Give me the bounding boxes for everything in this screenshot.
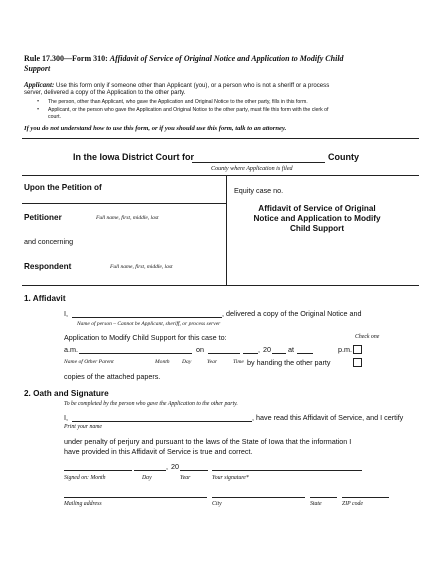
section2-note: To be completed by the person who gave the Application to the other party. [64,401,238,407]
print-name-field[interactable] [72,421,252,422]
handing-checkbox[interactable] [353,358,362,367]
print-name-caption: Print your name [64,424,102,430]
caption-state: State [310,501,322,507]
am-label: a.m. [64,345,78,354]
caption-day: Day [182,359,192,365]
sign-date-comma: , [166,462,168,471]
sign-year-field[interactable] [180,470,208,471]
caption-time: Time [233,359,244,365]
instructions-bullet2: Applicant, or the person who gave the Application and Original Notice to the other party, must file this form with the clerk of [48,107,329,113]
signature-field[interactable] [212,470,362,471]
caption-sign-day: Day [142,475,152,481]
delivered-text: , delivered a copy of the Original Notice and [222,309,362,318]
doc-title-line1: Affidavit of Service of Original [258,204,376,213]
section1-heading: 1. Affidavit [24,294,66,303]
form-title-line2: Support [24,64,51,73]
applicant-label: Applicant: [24,81,55,89]
other-parent-field[interactable] [79,353,192,354]
court-suffix: County [328,152,359,162]
caption-signed-on: Signed on: Month [64,475,106,481]
oath-i-label: I, [64,413,68,422]
instructions-bullet2-cont: court. [48,114,61,120]
day-field[interactable] [243,353,258,354]
penalty-line1: under penalty of perjury and pursuant to the laws of the State of Iowa that the information I [64,437,352,446]
county-caption: County where Application is filed [211,166,293,172]
respondent-label: Respondent [24,262,72,271]
equity-case-label: Equity case no. [234,186,284,195]
caption-divider [226,175,227,285]
petition-of-label: Upon the Petition of [24,183,102,192]
sign-month-field[interactable] [64,470,132,471]
caption-other-parent: Name of Other Parent [64,359,114,365]
mailing-address-field[interactable] [64,497,207,498]
concerning-label: and concerning [24,237,74,246]
petitioner-label: Petitioner [24,213,62,222]
instructions-line1 [24,81,329,89]
petition-separator [22,203,226,204]
check-one-label: Check one [355,334,380,340]
section2-heading: 2. Oath and Signature [24,389,109,398]
pm-label: p.m. [338,345,352,354]
caption-zip: ZIP code [342,501,363,507]
penalty-line2: have provided in this Affidavit of Service is true and correct. [64,447,253,456]
caption-top-border [22,175,419,176]
instructions-text1: Use this form only if someone other than Applicant (you), or a person who is not a sheriff or a process [56,82,330,89]
doc-title-line3: Child Support [289,224,345,233]
county-field[interactable] [192,162,325,163]
bullet-icon: • [37,107,40,113]
instructions-line2: server, delivered a copy of the Application to the other party. [24,89,186,96]
handing-text: by handing the other party [247,358,331,367]
date-comma: , [258,345,260,354]
city-field[interactable] [212,497,305,498]
state-field[interactable] [310,497,337,498]
at-label: at [288,345,294,354]
have-read-text: , have read this Affidavit of Service, and I certify [252,413,404,422]
caption-city: City [212,501,222,507]
bullet-icon: • [37,99,40,105]
caption-signature: Your signature* [212,475,249,481]
year-prefix: 20 [263,345,271,354]
application-line: Application to Modify Child Support for this case to: [64,333,227,342]
affiant-name-field[interactable] [72,317,222,318]
respondent-hint: Full name, first, middle, last [110,264,173,270]
caption-mailing: Mailing address [64,501,102,507]
affiant-i-label: I, [64,309,68,318]
month-field[interactable] [208,353,240,354]
caption-month: Month [155,359,170,365]
doc-title-line2: Notice and Application to Modify [253,214,381,223]
sign-day-field[interactable] [134,470,166,471]
caption-bottom-border [22,285,419,286]
instructions-bullet1: The person, other than Applicant, who gave the Application and Original Notice to the other party, fills in this form. [48,99,308,105]
zip-field[interactable] [342,497,389,498]
rule-number: Rule 17.300—Form 310: [24,54,108,63]
form-title-line1: Affidavit of Service of Original Notice and Application to Modify Child [109,54,344,63]
divider [22,138,419,139]
time-field[interactable] [297,353,313,354]
affiant-name-caption: Name of person – Cannot be Applicant, sheriff, or process server [77,321,221,327]
sign-year-prefix: 20 [171,462,179,471]
form-title [24,54,344,64]
petitioner-hint: Full name, first, middle, last [96,215,159,221]
year-field[interactable] [272,353,286,354]
court-prefix: In the Iowa District Court for [73,152,195,162]
caption-year: Year [207,359,218,365]
attorney-warning: If you do not understand how to use this form, or if you should use this form, talk to an attorney. [24,125,287,132]
copies-text: copies of the attached papers. [64,372,161,381]
on-label: on [196,345,204,354]
pm-checkbox[interactable] [353,345,362,354]
caption-sign-year: Year [180,475,191,481]
